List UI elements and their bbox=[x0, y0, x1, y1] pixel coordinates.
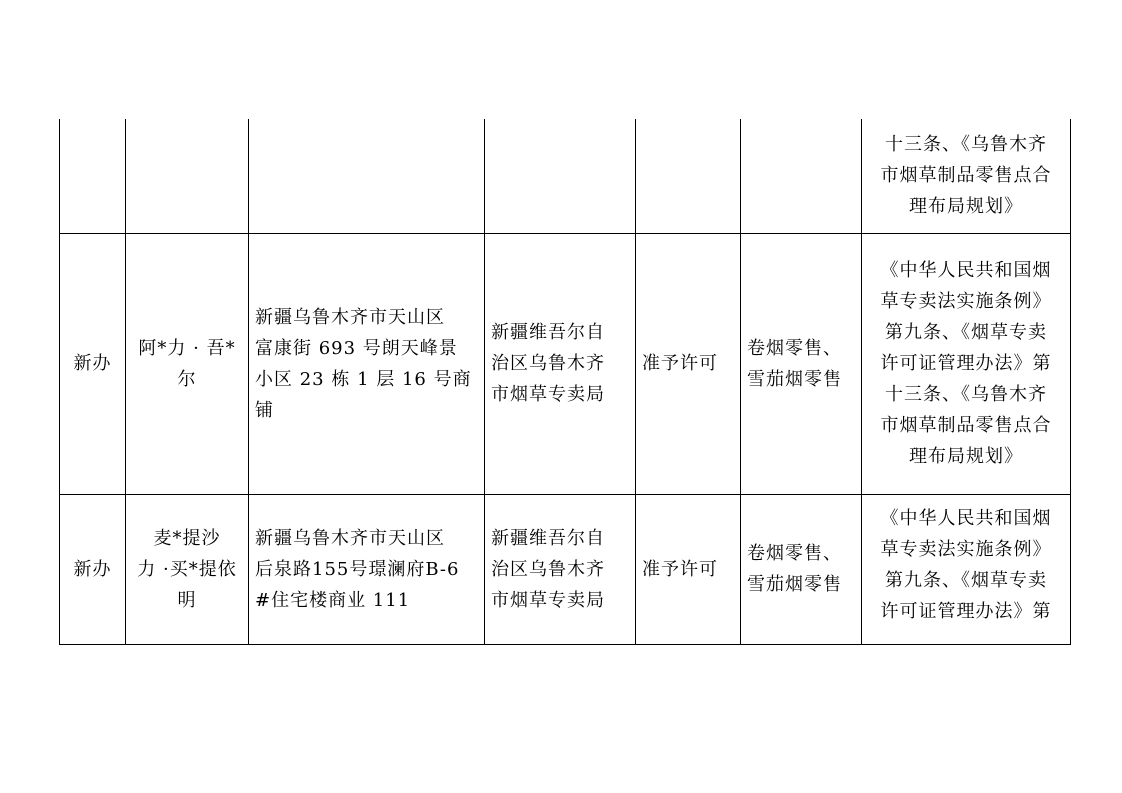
authority-line: 新疆维吾尔自 bbox=[491, 527, 605, 549]
cell-authority bbox=[485, 233, 636, 494]
table-row bbox=[60, 119, 1071, 233]
cell-name bbox=[126, 233, 249, 494]
cell-address bbox=[249, 494, 485, 644]
address-line: 富康街 693 号朗天峰景 bbox=[255, 337, 458, 359]
cell-scope bbox=[741, 494, 862, 644]
name-line: 阿*力 · 吾* bbox=[138, 337, 236, 359]
cell-type bbox=[60, 119, 126, 233]
license-table-fragment bbox=[59, 119, 1070, 645]
cell-decision: 准予许可 bbox=[636, 494, 741, 644]
basis-line: 市烟草制品零售点合 bbox=[880, 165, 1052, 187]
cell-name bbox=[126, 494, 249, 644]
scope-line: 卷烟零售、 bbox=[747, 337, 842, 359]
authority-line: 市烟草专卖局 bbox=[491, 384, 605, 405]
cell-scope bbox=[741, 233, 862, 494]
address-line: #住宅楼商业 111 bbox=[255, 589, 411, 611]
scope-line: 雪茄烟零售 bbox=[747, 574, 842, 595]
table-row bbox=[60, 494, 1071, 644]
basis-line: 草专卖法实施条例》 bbox=[880, 291, 1052, 312]
cell-decision: 准予许可 bbox=[636, 233, 741, 494]
cell-decision bbox=[636, 119, 741, 233]
scope-line: 雪茄烟零售 bbox=[747, 368, 842, 390]
basis-line: 十三条、《乌鲁木齐 bbox=[885, 384, 1047, 405]
cell-basis bbox=[862, 494, 1071, 644]
cell-authority bbox=[485, 119, 636, 233]
basis-line: 市烟草制品零售点合 bbox=[880, 415, 1052, 436]
cell-name bbox=[126, 119, 249, 233]
address-line: 小区 23 栋 1 层 16 号商 bbox=[255, 368, 472, 390]
cell-basis bbox=[862, 233, 1071, 494]
cell-authority bbox=[485, 494, 636, 644]
basis-line: 第九条、《烟草专卖 bbox=[885, 569, 1047, 591]
basis-line: 许可证管理办法》第 bbox=[880, 353, 1052, 374]
name-line: 力 ·买*提依 bbox=[137, 558, 237, 580]
cell-scope bbox=[741, 119, 862, 233]
address-line: 铺 bbox=[255, 399, 274, 421]
address-line: 新疆乌鲁木齐市天山区 bbox=[255, 306, 445, 328]
authority-line: 治区乌鲁木齐 bbox=[491, 353, 605, 374]
address-line: 新疆乌鲁木齐市天山区 bbox=[255, 527, 445, 549]
basis-line: 《中华人民共和国烟 bbox=[880, 260, 1052, 281]
address-line: 后泉路155号璟澜府B-6 bbox=[255, 558, 460, 580]
cell-type: 新办 bbox=[60, 233, 126, 494]
cell-basis bbox=[862, 119, 1071, 233]
name-line: 尔 bbox=[177, 368, 197, 390]
name-line: 麦*提沙 bbox=[153, 527, 221, 549]
basis-line: 《中华人民共和国烟 bbox=[880, 507, 1052, 529]
authority-line: 治区乌鲁木齐 bbox=[491, 558, 605, 580]
name-line: 明 bbox=[177, 589, 197, 611]
cell-address bbox=[249, 119, 485, 233]
authority-line: 新疆维吾尔自 bbox=[491, 322, 605, 343]
table-row bbox=[60, 233, 1071, 494]
basis-line: 草专卖法实施条例》 bbox=[880, 538, 1052, 560]
authority-line: 市烟草专卖局 bbox=[491, 589, 605, 611]
cell-type: 新办 bbox=[60, 494, 126, 644]
basis-line: 许可证管理办法》第 bbox=[880, 600, 1052, 622]
basis-line: 理布局规划》 bbox=[909, 446, 1023, 467]
basis-line: 十三条、《乌鲁木齐 bbox=[885, 134, 1047, 156]
basis-line: 理布局规划》 bbox=[909, 196, 1023, 218]
scope-line: 卷烟零售、 bbox=[747, 543, 842, 564]
license-table bbox=[59, 119, 1071, 645]
cell-address bbox=[249, 233, 485, 494]
basis-line: 第九条、《烟草专卖 bbox=[885, 322, 1047, 343]
